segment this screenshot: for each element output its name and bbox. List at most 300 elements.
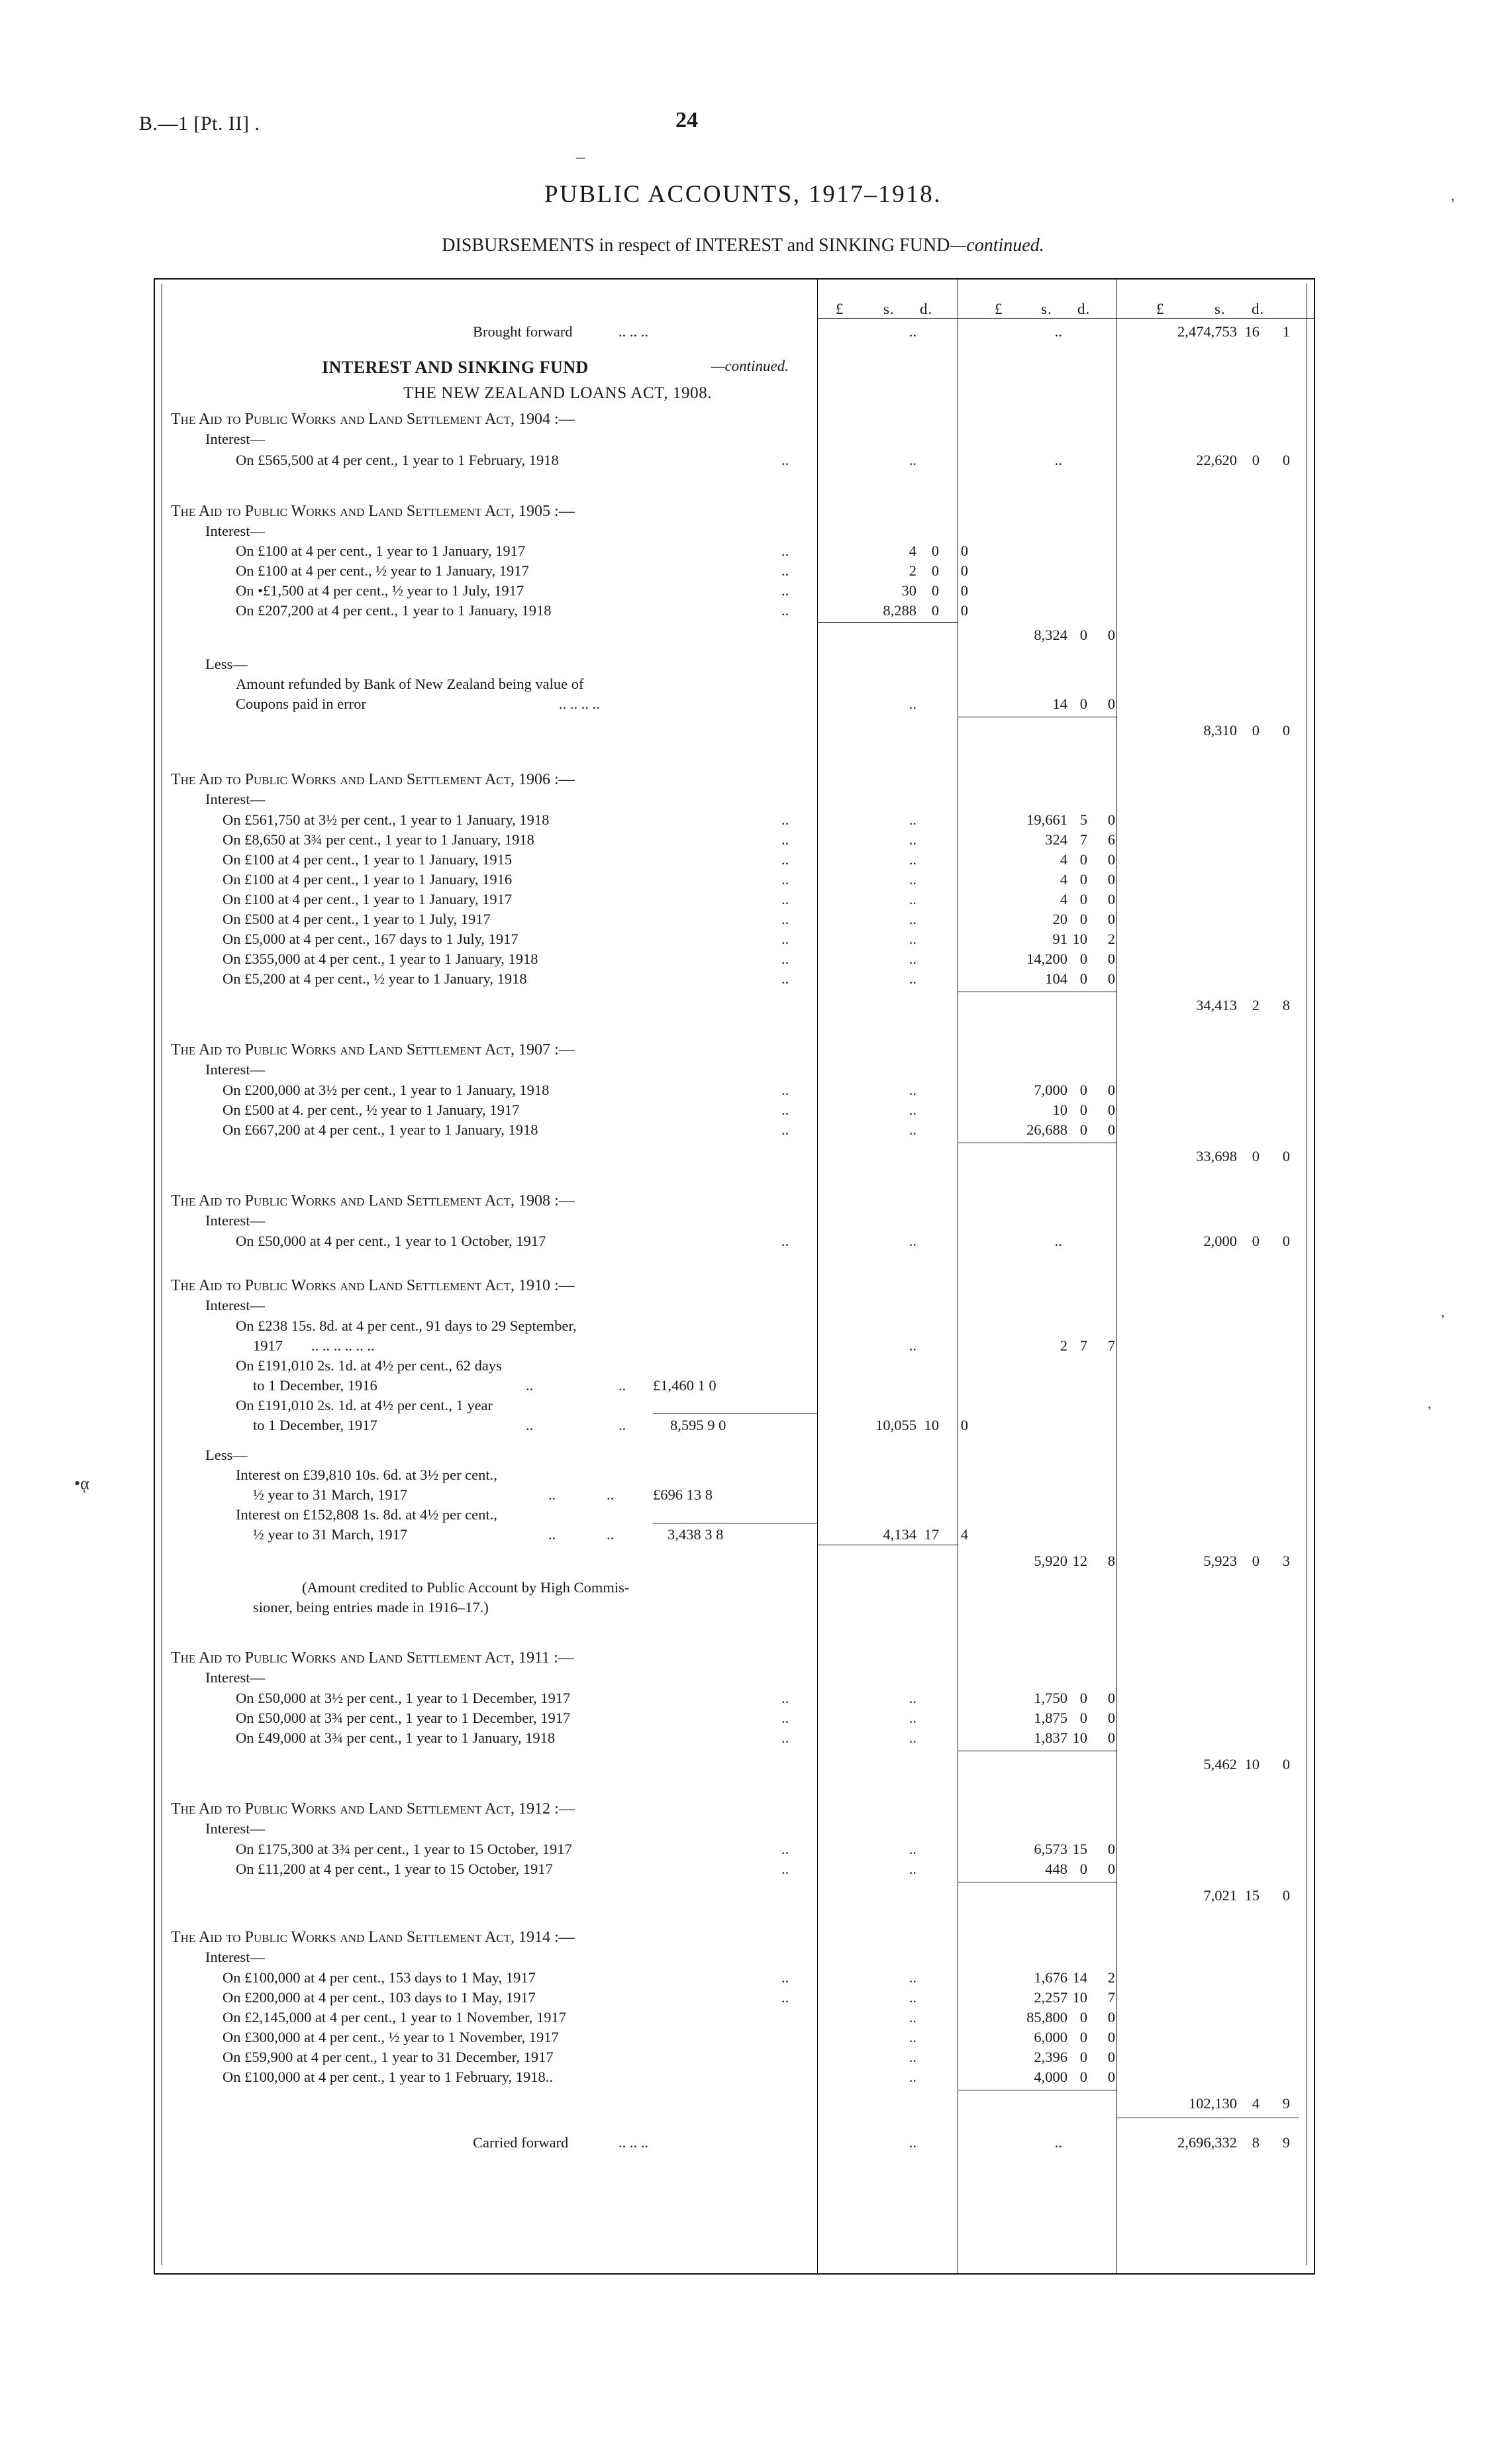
table-row-1904-item — [155, 452, 1311, 472]
item-1906e-col2-shillings: 0 — [1079, 891, 1087, 907]
table-row-nz-loans-act — [155, 384, 1311, 404]
item-1906f-col2-pounds: 20 — [1052, 911, 1067, 927]
less-1910a-dots2: .. — [607, 1486, 615, 1503]
item-1906a-col2-pounds: 19,661 — [1026, 811, 1067, 828]
net-1910-col2-pence: 8 — [1107, 1553, 1115, 1569]
item-1907c-col1: .. — [909, 1121, 916, 1138]
refund-col1: .. — [909, 695, 916, 712]
item-1910a-dots: .. .. .. .. .. .. — [311, 1337, 375, 1354]
table-row-refund-1 — [155, 676, 1311, 695]
table-row-1914-total — [155, 2095, 1311, 2115]
item-1907c-dots: .. — [781, 1121, 789, 1138]
item-1914c-col2-shillings: 0 — [1079, 2009, 1087, 2026]
item-1912a-col2-pounds: 6,573 — [1034, 1841, 1067, 1857]
carried-forward-col3-shillings: 8 — [1252, 2134, 1260, 2151]
item-1906g-col2-pounds: 91 — [1052, 931, 1067, 947]
item-1911a-label: On £50,000 at 3½ per cent., 1 year to 1 December, 1917 — [236, 1690, 571, 1706]
total-1906-col3-pounds: 34,413 — [1196, 997, 1237, 1013]
item-1906c-col2-pence: 0 — [1107, 851, 1115, 868]
table-row-interest-1914 — [155, 1949, 1311, 1969]
refund-label-line2: Coupons paid in error — [236, 695, 366, 712]
total-1912-col3-pence: 0 — [1282, 1887, 1290, 1904]
table-row-act-1907 — [155, 1041, 1311, 1061]
item-1905b-dots: .. — [781, 562, 789, 579]
item-1906a-col2-shillings: 5 — [1079, 811, 1087, 828]
item-1908a-col3-shillings: 0 — [1252, 1233, 1260, 1249]
total-1910-col3-pounds: 5,923 — [1203, 1553, 1237, 1569]
table-row-note-2 — [155, 1599, 1311, 1619]
table-row-interest-1908 — [155, 1212, 1311, 1232]
table-row-1910-b2 — [155, 1377, 1311, 1397]
item-1905c-col1-pounds: 30 — [901, 582, 916, 599]
item-1912b-col2-pence: 0 — [1107, 1861, 1115, 1877]
item-1910a-col2-pence: 7 — [1107, 1337, 1115, 1354]
table-row-refund-2 — [155, 695, 1311, 715]
interest-label-1908: Interest— — [205, 1212, 265, 1229]
total-1911-col3-pounds: 5,462 — [1203, 1756, 1237, 1772]
item-1914b-dots: .. — [781, 1989, 789, 2006]
table-row-1914-a — [155, 1969, 1311, 1989]
margin-mark: •ᾳ — [74, 1474, 89, 1493]
table-row-act-1905 — [155, 503, 1311, 523]
less-1910a-dots: .. — [548, 1486, 556, 1503]
table-row-1905-a — [155, 542, 1311, 562]
margin-mark-right-top: ʼ — [1450, 195, 1456, 212]
item-1905b-label: On £100 at 4 per cent., ½ year to 1 January, 1917 — [236, 562, 529, 579]
table-row-1914-b — [155, 1989, 1311, 2009]
item-1905b-col1-pence: 0 — [960, 562, 968, 579]
item-1906d-label: On £100 at 4 per cent., 1 year to 1 January, 1916 — [223, 871, 513, 888]
refund-col2-pounds: 14 — [1052, 695, 1067, 712]
interest-label-1906: Interest— — [205, 791, 265, 807]
item-1911c-col1: .. — [909, 1729, 916, 1746]
item-1911c-dots: .. — [781, 1729, 789, 1746]
interest-label-1912: Interest— — [205, 1820, 265, 1837]
table-row-interest-1907 — [155, 1061, 1311, 1081]
item-1914f-col2-pence: 0 — [1107, 2069, 1115, 2085]
item-1914b-col2-pence: 7 — [1107, 1989, 1115, 2006]
table-row-1911-b — [155, 1710, 1311, 1729]
item-1914a-col2-pounds: 1,676 — [1034, 1969, 1067, 1986]
item-1906g-label: On £5,000 at 4 per cent., 167 days to 1 July, 1917 — [223, 931, 519, 947]
carried-forward-dots: .. .. .. — [619, 2134, 648, 2151]
item-1911b-label: On £50,000 at 3¾ per cent., 1 year to 1 December, 1917 — [236, 1710, 571, 1726]
total-1905-col3-pence: 0 — [1282, 722, 1290, 739]
total-1910-col3-shillings: 0 — [1252, 1553, 1260, 1569]
item-1907b-col2-shillings: 0 — [1079, 1102, 1087, 1118]
table-row-interest-1910 — [155, 1297, 1311, 1317]
item-1906h-col1: .. — [909, 950, 916, 967]
less-1910b-dots: .. — [548, 1526, 556, 1543]
table-row-1906-c — [155, 851, 1311, 871]
interest-label-1907: Interest— — [205, 1061, 265, 1078]
interest-label-1904: Interest— — [205, 431, 265, 447]
less-1910b-dots2: .. — [607, 1526, 615, 1543]
item-1910b-line2: to 1 December, 1916 — [253, 1377, 377, 1394]
item-1910b-dots2: .. — [619, 1377, 626, 1394]
note-line1: (Amount credited to Public Account by High Commis- — [302, 1579, 630, 1596]
item-1906h-col2-shillings: 0 — [1079, 950, 1087, 967]
total-1907-col3-pence: 0 — [1282, 1148, 1290, 1164]
carried-forward-col3-pounds: 2,696,332 — [1177, 2134, 1237, 2151]
item-1914a-label: On £100,000 at 4 per cent., 153 days to 1 May, 1917 — [223, 1969, 536, 1986]
item-1906i-label: On £5,200 at 4 per cent., ½ year to 1 January, 1918 — [223, 970, 527, 987]
item-1906b-col2-shillings: 7 — [1079, 831, 1087, 848]
item-1908a-col1: .. — [909, 1233, 916, 1249]
item-1904-col1: .. — [909, 452, 916, 468]
item-1905b-col1-shillings: 0 — [931, 562, 939, 579]
carried-forward-col1: .. — [909, 2134, 916, 2151]
item-1906b-label: On £8,650 at 3¾ per cent., 1 year to 1 January, 1918 — [223, 831, 534, 848]
table-row-1905-subtotal — [155, 627, 1311, 646]
carried-forward-col3-pence: 9 — [1282, 2134, 1290, 2151]
inline-rule-1910 — [653, 1413, 817, 1414]
interest-label-1914: Interest— — [205, 1949, 265, 1965]
item-1912b-col2-shillings: 0 — [1079, 1861, 1087, 1877]
item-1906e-dots: .. — [781, 891, 789, 907]
table-row-less-1910-a2 — [155, 1486, 1311, 1506]
table-row-1906-e — [155, 891, 1311, 911]
item-1908a-col3-pence: 0 — [1282, 1233, 1290, 1249]
item-1904-dots: .. — [781, 452, 789, 468]
table-row-1912-total — [155, 1887, 1311, 1907]
margin-mark-right-mid: ʼ — [1440, 1311, 1446, 1328]
item-1906d-col2-pence: 0 — [1107, 871, 1115, 888]
item-1906b-col2-pounds: 324 — [1045, 831, 1067, 848]
refund-col2-shillings: 0 — [1079, 695, 1087, 712]
table-row-1910-b1 — [155, 1357, 1311, 1377]
item-1906d-col1: .. — [909, 871, 916, 888]
item-1908a-col3-pounds: 2,000 — [1203, 1233, 1237, 1249]
table-row-act-1908 — [155, 1192, 1311, 1212]
table-row-1905-b — [155, 562, 1311, 582]
item-1911c-label: On £49,000 at 3¾ per cent., 1 year to 1 January, 1918 — [236, 1729, 556, 1746]
item-1911b-dots: .. — [781, 1710, 789, 1726]
table-row-act-1911 — [155, 1649, 1311, 1669]
less-total-1910-col1-shillings: 17 — [924, 1526, 939, 1543]
item-1905c-label: On •£1,500 at 4 per cent., ½ year to 1 July, 1917 — [236, 582, 524, 599]
subtotal-rule-1905 — [817, 622, 958, 623]
item-1906e-label: On £100 at 4 per cent., 1 year to 1 January, 1917 — [223, 891, 513, 907]
item-1914f-col2-pounds: 4,000 — [1034, 2069, 1067, 2085]
refund-col2-pence: 0 — [1107, 695, 1115, 712]
item-1907a-col1: .. — [909, 1082, 916, 1098]
total-1914-col3-pounds: 102,130 — [1188, 2095, 1237, 2112]
total-1911-col3-pence: 0 — [1282, 1756, 1290, 1772]
item-1906h-col2-pounds: 14,200 — [1026, 950, 1067, 967]
item-1905a-col1-shillings: 0 — [931, 542, 939, 559]
item-1905a-col1-pounds: 4 — [909, 542, 916, 559]
item-1904-col2: .. — [1054, 452, 1062, 468]
item-1906h-dots: .. — [781, 950, 789, 967]
col2-pence-header: d. — [1077, 301, 1091, 317]
item-1910a-line2: 1917 — [253, 1337, 283, 1354]
table-row-1914-c — [155, 2009, 1311, 2029]
less-1910b-line2: ½ year to 31 March, 1917 — [253, 1526, 408, 1543]
table-row-1906-h — [155, 950, 1311, 970]
table-row-act-1904 — [155, 411, 1311, 431]
item-1911b-col2-shillings: 0 — [1079, 1710, 1087, 1726]
margin-mark-right-mid2: ʼ — [1427, 1404, 1432, 1419]
item-1906b-col1: .. — [909, 831, 916, 848]
item-1906b-dots: .. — [781, 831, 789, 848]
item-1911a-dots: .. — [781, 1690, 789, 1706]
table-row-less-1910 — [155, 1447, 1311, 1466]
item-1905c-col1-shillings: 0 — [931, 582, 939, 599]
col2-shillings-header: s. — [1041, 301, 1052, 317]
total-1911-col3-shillings: 10 — [1244, 1756, 1260, 1772]
item-1907b-dots: .. — [781, 1102, 789, 1118]
item-1906a-label: On £561,750 at 3½ per cent., 1 year to 1 January, 1918 — [223, 811, 550, 828]
less-total-1910-col1-pence: 4 — [960, 1526, 968, 1543]
table-row-1912-b — [155, 1861, 1311, 1880]
item-1905b-col1-pounds: 2 — [909, 562, 916, 579]
less-label-1910: Less— — [205, 1447, 248, 1463]
subtotal-1905-col2-shillings: 0 — [1079, 627, 1087, 643]
brought-forward-col3-shillings: 16 — [1244, 323, 1260, 340]
item-1910b-dots: .. — [526, 1377, 534, 1394]
table-row-interest-1906 — [155, 791, 1311, 811]
item-1906f-col2-shillings: 0 — [1079, 911, 1087, 927]
item-1911c-col2-pence: 0 — [1107, 1729, 1115, 1746]
item-1906c-col2-shillings: 0 — [1079, 851, 1087, 868]
item-1914c-label: On £2,145,000 at 4 per cent., 1 year to 1 November, 1917 — [223, 2009, 566, 2026]
net-1910-col2-shillings: 12 — [1072, 1553, 1087, 1569]
item-1907b-label: On £500 at 4. per cent., ½ year to 1 January, 1917 — [223, 1102, 520, 1118]
table-row-act-1914 — [155, 1929, 1311, 1949]
page-subtitle-continued: —continued. — [950, 235, 1044, 256]
less-1910b-inline-amount: 3,438 3 8 — [668, 1526, 724, 1543]
item-1914d-col2-pence: 0 — [1107, 2029, 1115, 2045]
item-1906h-col2-pence: 0 — [1107, 950, 1115, 967]
table-row-interest-1904 — [155, 431, 1311, 450]
table-row-1911-c — [155, 1729, 1311, 1749]
item-1914b-col1: .. — [909, 1989, 916, 2006]
interest-sinking-fund-continued: —continued. — [711, 358, 789, 374]
item-1904-col3-shillings: 0 — [1252, 452, 1260, 468]
table-row-1907-b — [155, 1102, 1311, 1121]
act-1904-heading: The Aid to Public Works and Land Settlement Act, 1904 :— — [171, 411, 575, 428]
item-1914e-label: On £59,900 at 4 per cent., 1 year to 31 December, 1917 — [223, 2049, 554, 2065]
item-1914f-col2-shillings: 0 — [1079, 2069, 1087, 2085]
item-1906c-col2-pounds: 4 — [1060, 851, 1067, 868]
item-1904-col3-pounds: 22,620 — [1196, 452, 1237, 468]
item-1905a-dots: .. — [781, 542, 789, 559]
act-1905-heading: The Aid to Public Works and Land Settlement Act, 1905 :— — [171, 503, 575, 520]
item-1907b-col2-pence: 0 — [1107, 1102, 1115, 1118]
item-1908a-col2: .. — [1054, 1233, 1062, 1249]
table-row-1910-net — [155, 1553, 1311, 1572]
item-1910a-col1: .. — [909, 1337, 916, 1354]
table-row-1914-e — [155, 2049, 1311, 2069]
item-1914c-col2-pence: 0 — [1107, 2009, 1115, 2026]
page-title: PUBLIC ACCOUNTS, 1917–1918. — [544, 181, 942, 208]
refund-dots: .. .. .. .. — [559, 695, 600, 712]
col1-shillings-header: s. — [883, 301, 895, 317]
document-reference — [139, 113, 260, 135]
item-1907b-col2-pounds: 10 — [1052, 1102, 1067, 1118]
less-1910a-line1: Interest on £39,810 10s. 6d. at 3½ per cent., — [236, 1466, 497, 1483]
item-1914b-label: On £200,000 at 4 per cent., 103 days to 1 May, 1917 — [223, 1989, 536, 2006]
item-1906g-dots: .. — [781, 931, 789, 947]
brought-forward-col3-pence: 1 — [1282, 323, 1290, 340]
net-1910-col2-pounds: 5,920 — [1034, 1553, 1067, 1569]
item-1905d-col1-shillings: 0 — [931, 602, 939, 619]
brought-forward-col3-pounds: 2,474,753 — [1177, 323, 1237, 340]
item-1910a-col2-shillings: 7 — [1079, 1337, 1087, 1354]
margin-mark-top-center: – — [576, 147, 585, 166]
page-subtitle — [0, 235, 1486, 256]
table-row-1905-c — [155, 582, 1311, 602]
col3-pounds-header: £ — [1156, 301, 1165, 317]
interest-label-1910: Interest— — [205, 1297, 265, 1313]
table-row-act-1906 — [155, 771, 1311, 791]
table-row-1912-a — [155, 1841, 1311, 1861]
header-rule — [817, 318, 1314, 319]
item-1911c-col2-shillings: 10 — [1072, 1729, 1087, 1746]
item-1910a-line1: On £238 15s. 8d. at 4 per cent., 91 days to 29 September, — [236, 1317, 577, 1334]
table-row-1907-total — [155, 1148, 1311, 1168]
item-1905d-dots: .. — [781, 602, 789, 619]
item-1910c-line1: On £191,010 2s. 1d. at 4½ per cent., 1 year — [236, 1397, 493, 1413]
table-row-1906-b — [155, 831, 1311, 851]
table-row-1908-a — [155, 1233, 1311, 1253]
item-1906d-dots: .. — [781, 871, 789, 888]
item-1906e-col2-pence: 0 — [1107, 891, 1115, 907]
total-1907-col3-shillings: 0 — [1252, 1148, 1260, 1164]
col1-pence-header: d. — [920, 301, 933, 317]
table-row-carried-forward — [155, 2134, 1311, 2154]
item-1905c-col1-pence: 0 — [960, 582, 968, 599]
item-1911a-col1: .. — [909, 1690, 916, 1706]
page-number: 24 — [675, 108, 698, 132]
item-1911b-col1: .. — [909, 1710, 916, 1726]
item-1905d-col1-pence: 0 — [960, 602, 968, 619]
subtotal-1910-col1-shillings: 10 — [924, 1417, 939, 1433]
table-row-1906-total — [155, 997, 1311, 1017]
table-row-1906-f — [155, 911, 1311, 931]
table-row-1906-g — [155, 931, 1311, 950]
item-1912a-col2-shillings: 15 — [1072, 1841, 1087, 1857]
table-row-1907-c — [155, 1121, 1311, 1141]
item-1910c-line2: to 1 December, 1917 — [253, 1417, 377, 1433]
item-1906d-col2-pounds: 4 — [1060, 871, 1067, 888]
table-row-1907-a — [155, 1082, 1311, 1102]
item-1906g-col2-pence: 2 — [1107, 931, 1115, 947]
accounts-table — [154, 278, 1315, 2275]
item-1912a-dots: .. — [781, 1841, 789, 1857]
subtotal-1910-col1-pence: 0 — [960, 1417, 968, 1433]
item-1914d-col1: .. — [909, 2029, 916, 2045]
item-1907a-col2-shillings: 0 — [1079, 1082, 1087, 1098]
item-1910b-line1: On £191,010 2s. 1d. at 4½ per cent., 62 days — [236, 1357, 502, 1374]
item-1914d-label: On £300,000 at 4 per cent., ½ year to 1 November, 1917 — [223, 2029, 559, 2045]
item-1912b-label: On £11,200 at 4 per cent., 1 year to 15 October, 1917 — [236, 1861, 553, 1877]
item-1910c-dots: .. — [526, 1417, 534, 1433]
item-1910a-col2-pounds: 2 — [1060, 1337, 1067, 1354]
total-1905-col3-pounds: 8,310 — [1203, 722, 1237, 739]
item-1914e-col1: .. — [909, 2049, 916, 2065]
act-1906-heading: The Aid to Public Works and Land Settlement Act, 1906 :— — [171, 771, 575, 788]
table-row-interest-1905 — [155, 523, 1311, 542]
item-1908a-label: On £50,000 at 4 per cent., 1 year to 1 October, 1917 — [236, 1233, 546, 1249]
item-1906a-dots: .. — [781, 811, 789, 828]
table-row-1905-d — [155, 602, 1311, 622]
item-1906i-col1: .. — [909, 970, 916, 987]
subtotal-1905-col2-pounds: 8,324 — [1034, 627, 1067, 643]
item-1906e-col2-pounds: 4 — [1060, 891, 1067, 907]
item-1907b-col1: .. — [909, 1102, 916, 1118]
table-row-1911-a — [155, 1690, 1311, 1710]
item-1906f-dots: .. — [781, 911, 789, 927]
item-1905d-col1-pounds: 8,288 — [883, 602, 916, 619]
item-1910b-inline-amount: £1,460 1 0 — [653, 1377, 717, 1394]
table-row-brought-forward — [155, 323, 1311, 343]
item-1907a-col2-pounds: 7,000 — [1034, 1082, 1067, 1098]
total-1907-col3-pounds: 33,698 — [1196, 1148, 1237, 1164]
item-1906f-label: On £500 at 4 per cent., 1 year to 1 July, 1917 — [223, 911, 491, 927]
item-1911b-col2-pounds: 1,875 — [1034, 1710, 1067, 1726]
item-1906g-col2-shillings: 10 — [1072, 931, 1087, 947]
item-1911b-col2-pence: 0 — [1107, 1710, 1115, 1726]
total-1914-col3-shillings: 4 — [1252, 2095, 1260, 2112]
table-row-1906-i — [155, 970, 1311, 990]
carried-forward-label: Carried forward — [473, 2134, 569, 2151]
item-1906g-col1: .. — [909, 931, 916, 947]
item-1906i-col2-pence: 0 — [1107, 970, 1115, 987]
item-1906f-col1: .. — [909, 911, 916, 927]
item-1914c-col1: .. — [909, 2009, 916, 2026]
item-1914d-col2-pounds: 6,000 — [1034, 2029, 1067, 2045]
less-label-1905: Less— — [205, 656, 248, 672]
item-1907c-col2-pence: 0 — [1107, 1121, 1115, 1138]
table-row-1906-a — [155, 811, 1311, 831]
total-1914-col3-pence: 9 — [1282, 2095, 1290, 2112]
item-1907a-col2-pence: 0 — [1107, 1082, 1115, 1098]
brought-forward-col2: .. — [1054, 323, 1062, 340]
item-1906a-col2-pence: 0 — [1107, 811, 1115, 828]
item-1907a-dots: .. — [781, 1082, 789, 1098]
act-1910-heading: The Aid to Public Works and Land Settlement Act, 1910 :— — [171, 1277, 575, 1294]
col2-pounds-header: £ — [995, 301, 1003, 317]
item-1906i-dots: .. — [781, 970, 789, 987]
col3-pence-header: d. — [1252, 301, 1265, 317]
table-row-note-1 — [155, 1579, 1311, 1599]
item-1914f-label: On £100,000 at 4 per cent., 1 year to 1 February, 1918.. — [223, 2069, 554, 2085]
item-1914d-col2-shillings: 0 — [1079, 2029, 1087, 2045]
item-1911a-col2-pence: 0 — [1107, 1690, 1115, 1706]
item-1907c-label: On £667,200 at 4 per cent., 1 year to 1 January, 1918 — [223, 1121, 538, 1138]
item-1904-label: On £565,500 at 4 per cent., 1 year to 1 February, 1918 — [236, 452, 559, 468]
document-reference-text: B.—1 [Pt. II] . — [139, 113, 260, 134]
interest-sinking-fund-heading: INTEREST AND SINKING FUND — [322, 358, 589, 377]
col1-pounds-header: £ — [836, 301, 844, 317]
table-row-section-title — [155, 358, 1311, 378]
act-1911-heading: The Aid to Public Works and Land Settlement Act, 1911 :— — [171, 1649, 574, 1667]
col3-shillings-header: s. — [1214, 301, 1226, 317]
item-1906i-col2-shillings: 0 — [1079, 970, 1087, 987]
subtotal-1910-col1-pounds: 10,055 — [875, 1417, 916, 1433]
total-1906-col3-pence: 8 — [1282, 997, 1290, 1013]
note-line2: sioner, being entries made in 1916–17.) — [253, 1599, 489, 1616]
table-row-1910-c2 — [155, 1417, 1311, 1437]
item-1905c-dots: .. — [781, 582, 789, 599]
table-row-1910-a1 — [155, 1317, 1311, 1337]
act-1912-heading: The Aid to Public Works and Land Settlement Act, 1912 :— — [171, 1800, 575, 1818]
brought-forward-label: Brought forward — [473, 323, 573, 340]
less-1910b-line1: Interest on £152,808 1s. 8d. at 4½ per cent., — [236, 1506, 497, 1523]
item-1910c-inline-amount: 8,595 9 0 — [670, 1417, 726, 1433]
